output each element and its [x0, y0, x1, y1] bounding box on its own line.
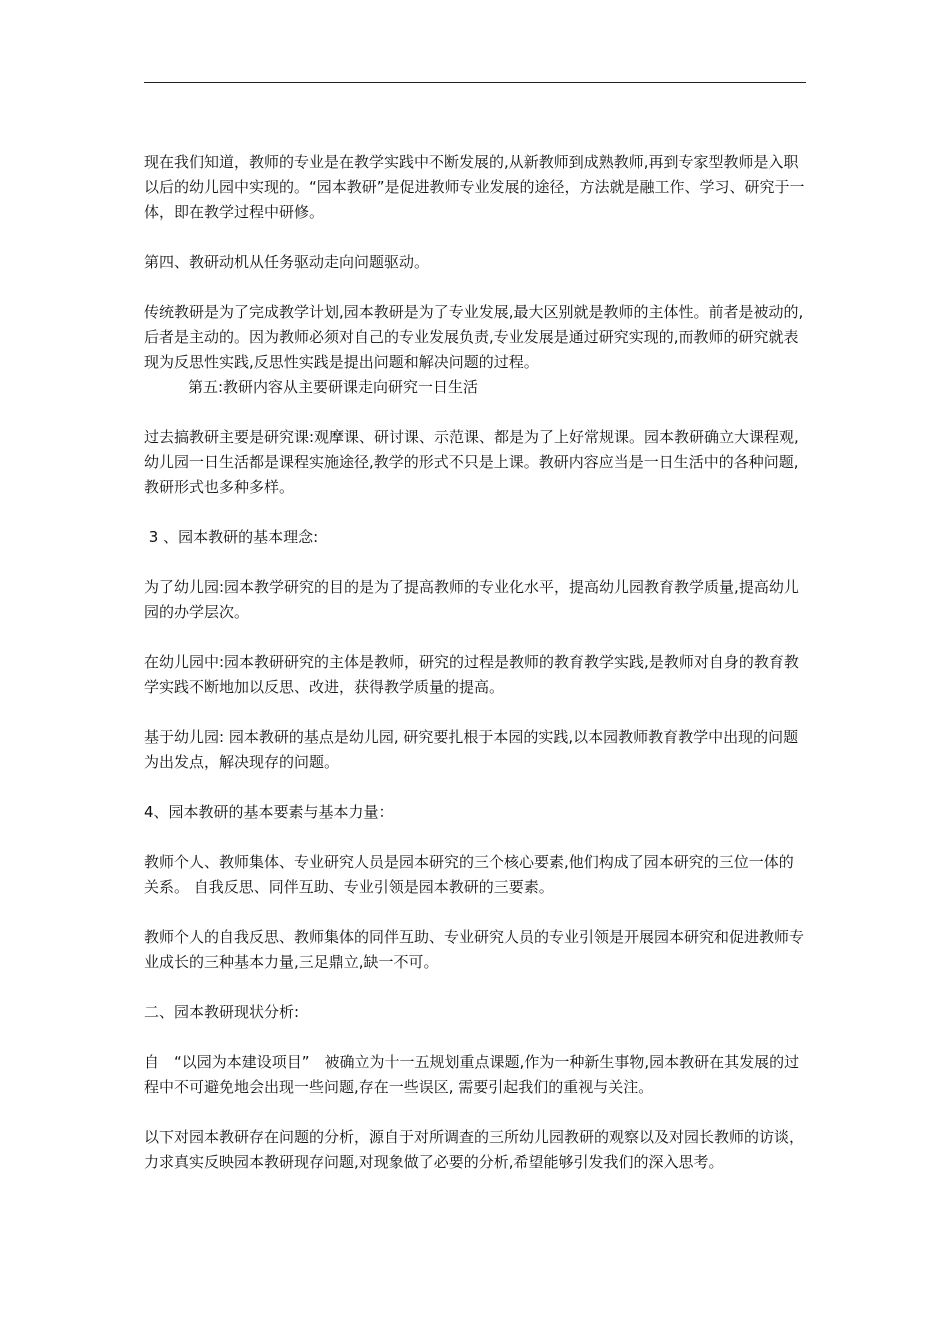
paragraph-project-origin: 自 “以园为本建设项目” 被确立为十一五规划重点课题,作为一种新生事物,园本教研在其发展的过程中不可避免地会出现一些问题,存在一些误区, 需要引起我们的重视与关注。	[144, 1053, 800, 1096]
heading-basic-elements: 4、园本教研的基本要素与基本力量：	[144, 803, 394, 821]
heading-basic-concepts: 3 、园本教研的基本理念:	[144, 528, 319, 546]
paragraph-for-kindergarten: 为了幼儿园:园本教学研究的目的是为了提高教师的专业化水平，提高幼儿园教育教学质量,提高幼儿园的办学层次。	[144, 578, 799, 621]
paragraph-based-on-kindergarten: 基于幼儿园: 园本教研的基点是幼儿园, 研究要扎根于本园的实践,以本园教师教育教学中出现的问题为出发点，解决现存的问题。	[144, 728, 799, 771]
paragraph-basic-forces: 教师个人的自我反思、教师集体的同伴互助、专业研究人员的专业引领是开展园本研究和促进教师专业成长的三种基本力量,三足鼎立,缺一不可。	[144, 928, 805, 971]
paragraph-traditional-research: 传统教研是为了完成教学计划,园本教研是为了专业发展,最大区别就是教师的主体性。前者是被动的,后者是主动的。因为教师必须对自己的专业发展负责,专业发展是通过研究实现的,而教师的研究就表现为反思性实践,反思性实践是提出问题和解决问题的过程。	[144, 303, 804, 371]
heading-section-five: 第五:教研内容从主要研课走向研究一日生活	[188, 378, 479, 396]
heading-status-analysis: 二、园本教研现状分析:	[144, 1003, 300, 1021]
paragraph-problem-analysis: 以下对园本教研存在问题的分析，源自于对所调查的三所幼儿园教研的观察以及对园长教师的访谈，力求真实反映园本教研现存问题,对现象做了必要的分析,希望能够引发我们的深入思考。	[144, 1128, 805, 1171]
paragraph-core-elements: 教师个人、教师集体、专业研究人员是园本研究的三个核心要素,他们构成了园本研究的三位一体的关系。 自我反思、同伴互助、专业引领是园本教研的三要素。	[144, 853, 794, 896]
heading-section-four: 第四、教研动机从任务驱动走向问题驱动。	[144, 253, 430, 271]
header-rule	[144, 82, 806, 83]
paragraph-past-research: 过去搞教研主要是研究课:观摩课、研讨课、示范课、都是为了上好常规课。园本教研确立大课程观,幼儿园一日生活都是课程实施途径,教学的形式不只是上课。教研内容应当是一日生活中的各种问题,教研形式也多种多样。	[144, 428, 799, 496]
paragraph-teacher-growth: 现在我们知道，教师的专业是在教学实践中不断发展的,从新教师到成熟教师,再到专家型教师是入职以后的幼儿园中实现的。“园本教研”是促进教师专业发展的途径，方法就是融工作、学习、研究于一体，即在教学过程中研修。	[144, 153, 805, 221]
paragraph-in-kindergarten: 在幼儿园中:园本教研研究的主体是教师，研究的过程是教师的教育教学实践,是教师对自身的教育教学实践不断地加以反思、改进，获得教学质量的提高。	[144, 653, 799, 696]
